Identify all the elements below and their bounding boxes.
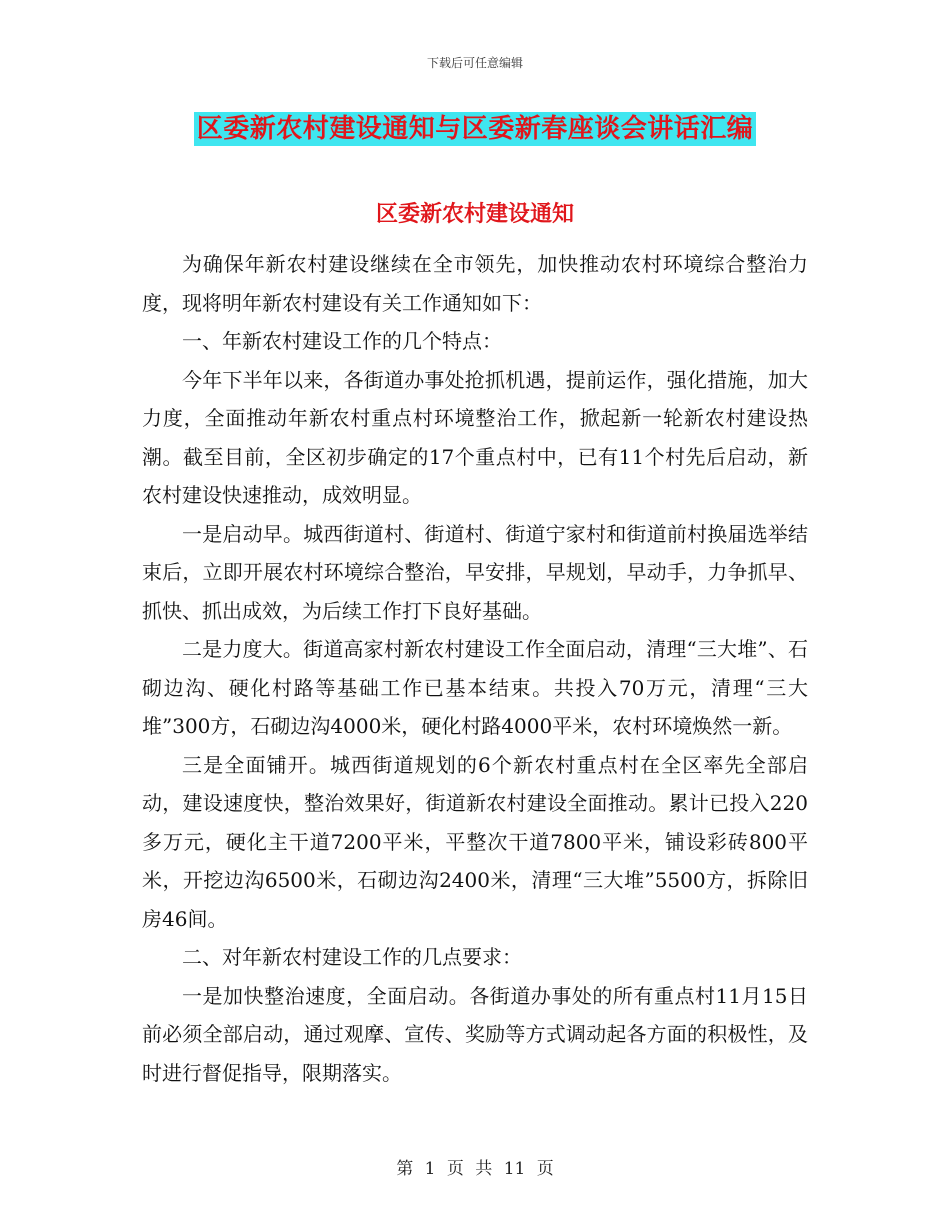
main-title-container: [0, 112, 950, 146]
paragraph: 今年下半年以来，各街道办事处抢抓机遇，提前运作，强化措施，加大力度，全面推动年新农村重点村环境整治工作，掀起新一轮新农村建设热潮。截至目前，全区初步确定的17个重点村中，已有11个村先后启动，新农村建设快速推动，成效明显。: [142, 367, 808, 507]
paragraph: 三是全面铺开。城西街道规划的6个新农村重点村在全区率先全部启动，建设速度快，整治效果好，街道新农村建设全面推动。累计已投入220多万元，硬化主干道7200平米，平整次干道7800平米，铺设彩砖800平米，开挖边沟6500米，石砌边沟2400米，清理“三大堆”5500方，拆除旧房46间。: [142, 752, 808, 931]
page-footer: 第 1 页 共 11 页: [396, 1159, 554, 1179]
main-title: 区委新农村建设通知与区委新春座谈会讲话汇编: [194, 112, 757, 146]
paragraph: 一是加快整治速度，全面启动。各街道办事处的所有重点村11月15日前必须全部启动，通过观摩、宣传、奖励等方式调动起各方面的积极性，及时进行督促指导，限期落实。: [142, 983, 808, 1085]
paragraph: 二是力度大。街道高家村新农村建设工作全面启动，清理“三大堆”、石砌边沟、硬化村路等基础工作已基本结束。共投入70万元，清理“三大堆”300方，石砌边沟4000米，硬化村路4000平米，农村环境焕然一新。: [142, 637, 808, 738]
paragraph: 一、年新农村建设工作的几个特点：: [182, 329, 502, 353]
header-note: 下载后可任意编辑: [426, 56, 523, 70]
paragraph: 一是启动早。城西街道村、街道村、街道宁家村和街道前村换届选举结束后，立即开展农村环境综合整治，早安排，早规划，早动手，力争抓早、抓快、抓出成效，为后续工作打下良好基础。: [142, 521, 808, 623]
document-body: [142, 245, 808, 1092]
section-title: 区委新农村建设通知: [375, 202, 574, 227]
paragraph: 为确保年新农村建设继续在全市领先，加快推动农村环境综合整治力度，现将明年新农村建设有关工作通知如下：: [142, 252, 808, 315]
paragraph: 二、对年新农村建设工作的几点要求：: [182, 945, 522, 969]
